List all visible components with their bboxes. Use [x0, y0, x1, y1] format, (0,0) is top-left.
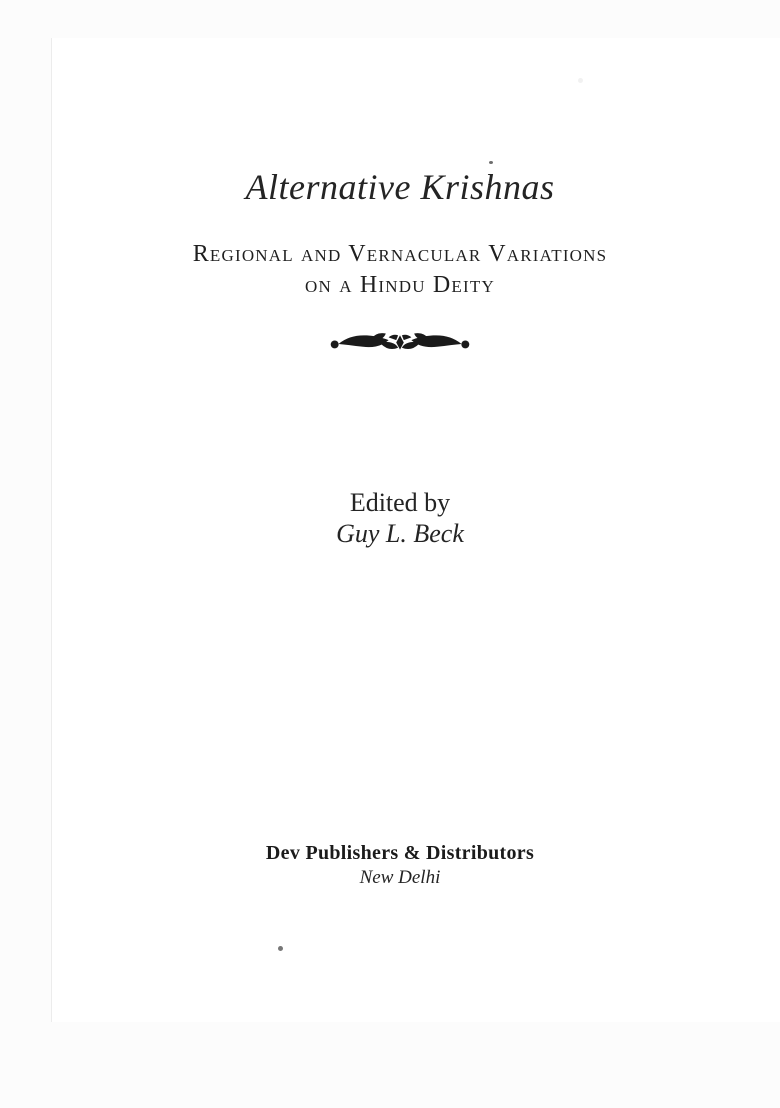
scan-speck	[278, 946, 283, 951]
edited-by-label: Edited by	[349, 488, 451, 517]
publisher-city: New Delhi	[359, 867, 441, 888]
book-title: Alternative Krishnas	[245, 167, 555, 207]
scan-speck	[578, 78, 583, 83]
ornament-row	[40, 331, 760, 355]
book-subtitle-line2: on a Hindu Deity	[305, 272, 495, 298]
editor-name: Guy L. Beck	[336, 519, 464, 548]
book-subtitle-line1: Regional and Vernacular Variations	[192, 241, 608, 267]
book-subtitle	[40, 239, 760, 301]
fleuron-divider-icon	[329, 331, 471, 355]
publisher-name: Dev Publishers & Distributors	[265, 842, 535, 864]
scan-speck	[489, 161, 493, 164]
title-page-content	[40, 0, 760, 1108]
